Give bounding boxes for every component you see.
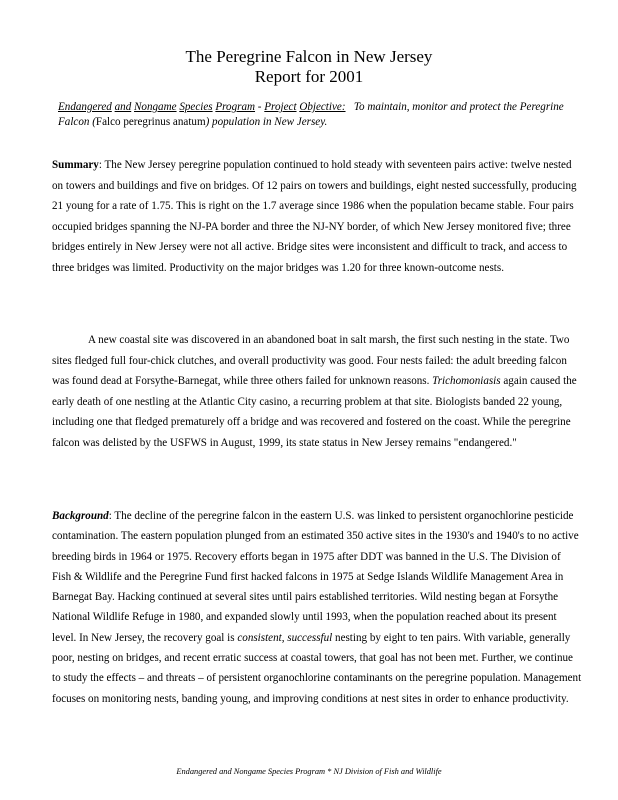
species-name: Falco peregrinus anatum [95, 116, 206, 128]
objective-word: Objective: [299, 101, 346, 113]
page-title: The Peregrine Falcon in New Jersey [185, 47, 433, 66]
objective-separator: - [255, 101, 265, 113]
coastal-text-end: again caused the early death of one nestling at the Atlantic City casino, a recurring problem at that site. Biologists banded 22 young, including one that fledged prematurely off a bridge and was recovered and fostered on the coast. While the peregrine falcon was delisted by the USFWS in August, 1999, its state status in New Jersey remains "endangered." [52, 375, 577, 449]
background-label: Background [52, 510, 109, 522]
coastal-site-paragraph [52, 330, 582, 454]
objective-word: Nongame [134, 101, 177, 113]
objective-word: and [114, 101, 132, 113]
recovery-goal-emphasis: consistent, successful [237, 631, 333, 644]
summary-label: Summary [52, 159, 99, 171]
objective-word: Project [264, 101, 297, 113]
objective-word: Program [215, 101, 256, 113]
page-subtitle: Report for 2001 [254, 67, 364, 86]
project-objective [58, 100, 578, 130]
objective-text: To maintain, monitor and protect the Peregrine Falcon ( [58, 101, 564, 128]
background-paragraph [52, 506, 582, 709]
background-text: : The decline of the peregrine falcon in the eastern U.S. was linked to persistent organochlorine pesticide contamination. The eastern population plunged from an estimated 350 active sites in the 1930's and 1940's to no active breeding birds in 1964 or 1975. Recovery efforts began in 1975 after DDT was banned in the U.S. The Division of Fish & Wildlife and the Peregrine Fund first hacked falcons in 1975 at Sedge Islands Wildlife Management Area in Barnegat Bay. Hacking continued at several sites until pairs established territories. Wild nesting began at Forsythe National Wildlife Refuge in 1980, and expanded slowly until 1993, when the population reached about its present level. In New Jersey, the recovery goal is [52, 510, 579, 644]
objective-word: Endangered [58, 101, 112, 113]
background-text-end: nesting by eight to ten pairs. With variable, generally poor, nesting on bridges, and recent erratic success at coastal towers, that goal has not been met. Further, we continue to study the effects – and threats – of persistent organochlorine contaminants on the peregrine population. Management focuses on monitoring nests, banding young, and improving conditions at nest sites in order to enhance productivity. [52, 631, 582, 705]
summary-paragraph [52, 155, 582, 279]
objective-text-end: ) population in New Jersey. [205, 116, 328, 128]
summary-text: : The New Jersey peregrine population continued to hold steady with seventeen pairs active: twelve nested on towers and buildings and five on bridges. Of 12 pairs on towers and buildings, eight nested successfully, producing 21 young for a rate of 1.75. This is right on the 1.7 average since 1986 when the population became stable. Four pairs occupied bridges spanning the NJ-PA border and three the NJ-NY border, of which New Jersey monitored five; three bridges entirely in New Jersey were not all active. Bridge sites were inconsistent and difficult to track, and access to three bridges was limited. Productivity on the major bridges was 1.20 for three known-outcome nests. [52, 159, 577, 274]
coastal-text: A new coastal site was discovered in an abandoned boat in salt marsh, the first such nesting in the state. Two sites fledged full four-chick clutches, and overall productivity was good. Four nests failed: the adult breeding falcon was found dead at Forsythe-Barnegat, while three others failed for unknown reasons. [52, 334, 570, 388]
objective-word: Species [179, 101, 213, 113]
trichomoniasis-term: Trichomoniasis [432, 375, 501, 388]
page-footer: Endangered and Nongame Species Program * NJ Division of Fish and Wildlife [176, 767, 442, 776]
